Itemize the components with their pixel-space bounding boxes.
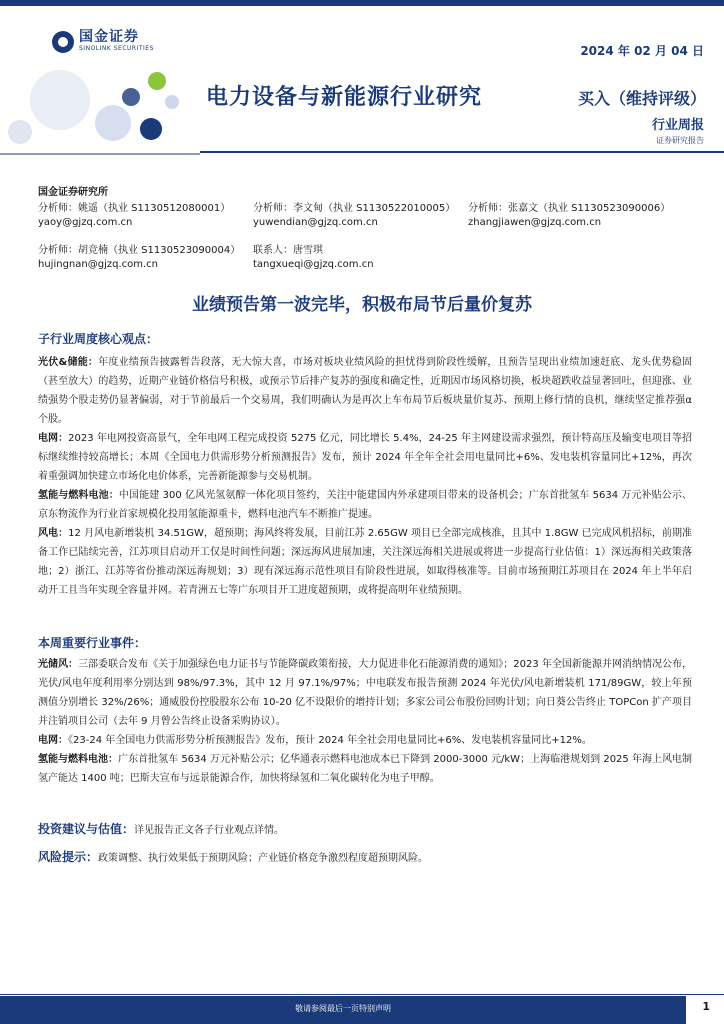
core-view-wind [38, 524, 692, 600]
paragraph-label: 氢能与燃料电池： [38, 490, 119, 501]
event-grid [38, 731, 692, 750]
core-views-section [38, 330, 692, 600]
header-decoration [0, 0, 200, 158]
company-logo [52, 30, 154, 53]
page-number: 1 [702, 1000, 710, 1013]
risk-text: 政策调整、执行效果低于预期风险；产业链价格竞争激烈程度超预期风险。 [98, 853, 429, 864]
analyst-email[interactable]: hujingnan@gjzq.com.cn [38, 259, 158, 270]
paragraph-label: 光储风： [38, 659, 79, 670]
analyst-item [38, 202, 253, 230]
investment-title: 投资建议与估值： [38, 822, 135, 836]
analyst-item [253, 202, 468, 230]
contact-email[interactable]: tangxueqi@gjzq.com.cn [253, 259, 374, 270]
paragraph-text: 《23-24 年全国电力供需形势分析预测报告》发布，预计 2024 年全社会用电量同比+6%、发电装机容量同比+12%。 [68, 735, 592, 746]
paragraph-label: 风电： [38, 528, 69, 539]
header-divider-left [0, 153, 200, 155]
footer-disclaimer: 敬请参阅最后一页特别声明 [295, 1004, 391, 1013]
report-date: 2024 年 02 月 04 日 [580, 44, 704, 58]
paragraph-label: 氢能与燃料电池： [38, 754, 119, 765]
core-views-title: 子行业周度核心观点： [38, 332, 159, 346]
event-pv-storage-wind [38, 655, 692, 731]
risk-title: 风险提示： [38, 850, 99, 864]
paragraph-label: 电网： [38, 433, 69, 444]
institute-name: 国金证券研究所 [38, 187, 108, 198]
report-title: 电力设备与新能源行业研究 [206, 85, 483, 110]
investment-section [38, 820, 692, 840]
events-section [38, 634, 692, 788]
logo-cn-text: 国金证券 [79, 29, 139, 45]
paragraph-text: 三部委联合发布《关于加强绿色电力证书与节能降碳政策衔接，大力促进非化石能源消费的通知》；2023 年全国新能源并网消纳情况公布，光伏/风电年度利用率分别达到 98%/97.3%，其中 12 月 97.1%/97%；中电联发布报告预测 2024 年光伏/风电新增装机 171/89GW，较上年预测值分别增长 32%/26%；通威股份控股股东公布 10-20 亿不设限价的增持计划；多家公司公布股份回购计划；向日葵公告终止 TOPCon 扩产项目并注销项目公司（去年 9 月曾公告终止设备采购协议）。 [38, 659, 692, 727]
risk-section [38, 848, 692, 868]
analyst-row-2 [38, 244, 698, 272]
paragraph-text: 年度业绩预告披露暂告段落，无大惊大喜，市场对板块业绩风险的担忧得到阶段性缓解，且预告呈现出业绩加速赶底、龙头优势稳固（甚至放大）的趋势，近期产业链价格信号积极，或预示节后排产复苏的强度和确定性，近期因市场风格切换，板块超跌收益显著回吐，但迎涨、业绩强势个股走势仍显著偏弱，对于节前最后一个交易周，我们明确认为是再次上车布局节后板块量价复苏、预期上修行情的良机，继续坚定推荐强α个股。 [38, 357, 692, 425]
core-view-grid [38, 429, 692, 486]
analyst-email[interactable]: yaoy@gjzq.com.cn [38, 217, 133, 228]
header-divider [200, 151, 724, 153]
paragraph-text: 中国能建 300 亿风光氢氨醇一体化项目签约，关注中能建国内外承建项目带来的设备机会；广东首批氢车 5634 万元补贴公示、京东物流作为行业首家规模化投用氢能源重卡，燃料电池汽车不断推广提速。 [38, 490, 692, 520]
analyst-name: 分析师：李文甸（执业 S1130522010005） [253, 203, 456, 214]
analyst-item [38, 244, 253, 272]
contact-name: 联系人：唐雪琪 [253, 245, 323, 256]
analyst-email[interactable]: zhangjiawen@gjzq.com.cn [468, 217, 602, 228]
core-view-pv-storage [38, 353, 692, 429]
paragraph-text: 广东首批氢车 5634 万元补贴公示；亿华通表示燃料电池成本已下降到 2000-3000 元/kW；上海临港规划到 2025 年海上风电制氢产能达 1400 吨；巴斯夫宣布与远景能源合作，加快将绿氢和二氧化碳转化为电子甲醇。 [38, 754, 693, 784]
events-title: 本周重要行业事件： [38, 636, 147, 650]
paragraph-text: 12 月风电新增装机 34.51GW，超预期；海风终将发展，目前江苏 2.65GW 项目已全部完成核准，且其中 1.8GW 已完成风机招标，前期准备工作已陆续完善，江苏项目启动开工仅是时间性问题；深远海风进展加速，关注深远海相关进展或将进一步提高行业估值：1）深远海相关政策落地；2）浙江、江苏等省份推动深远海规划；3）现有深远海示范性项目有阶段性进展，如取得核准等。目前市场预期江苏项目在 2024 年上半年启动开工且当年实现全容量并网。若青洲五七等广东项目开工进度超预期，或将提高明年业绩预期。 [38, 528, 692, 596]
footer-divider [0, 994, 724, 995]
report-subtype: 证券研究报告 [656, 136, 704, 145]
analyst-row-1 [38, 202, 698, 230]
event-hydrogen [38, 750, 692, 788]
investment-text: 详见报告正文各子行业观点详情。 [134, 825, 285, 836]
analyst-email[interactable]: yuwendian@gjzq.com.cn [253, 217, 378, 228]
core-view-hydrogen [38, 486, 692, 524]
analyst-item [253, 244, 468, 272]
report-headline: 业绩预告第一波完毕，积极布局节后量价复苏 [192, 295, 532, 315]
header-top-bar [0, 0, 724, 6]
paragraph-label: 光伏&储能： [38, 357, 99, 368]
logo-en-text: SINOLINK SECURITIES [79, 45, 154, 52]
analyst-block [38, 186, 698, 272]
analyst-name: 分析师：张嘉文（执业 S1130523090006） [468, 203, 671, 214]
logo-icon [52, 31, 74, 53]
paragraph-label: 电网： [38, 735, 68, 746]
analyst-item [468, 202, 683, 230]
paragraph-text: 2023 年电网投资高景气，全年电网工程完成投资 5275 亿元，同比增长 5.4%，24-25 年主网建设需求强烈，预计特高压及输变电项目等招标继续维持较高增长；本周《全国电力供需形势分析预测报告》发布，预计 2024 年全年全社会用电量同比+6%、发电装机容量同比+12%，再次着重强调加快建立市场化电价体系，完善新能源参与交易机制。 [38, 433, 693, 482]
report-header [0, 0, 724, 158]
analyst-name: 分析师：姚遥（执业 S1130512080001） [38, 203, 231, 214]
rating-badge: 买入（维持评级） [577, 89, 706, 108]
report-type: 行业周报 [651, 118, 704, 133]
analyst-name: 分析师：胡竞楠（执业 S1130523090004） [38, 245, 241, 256]
